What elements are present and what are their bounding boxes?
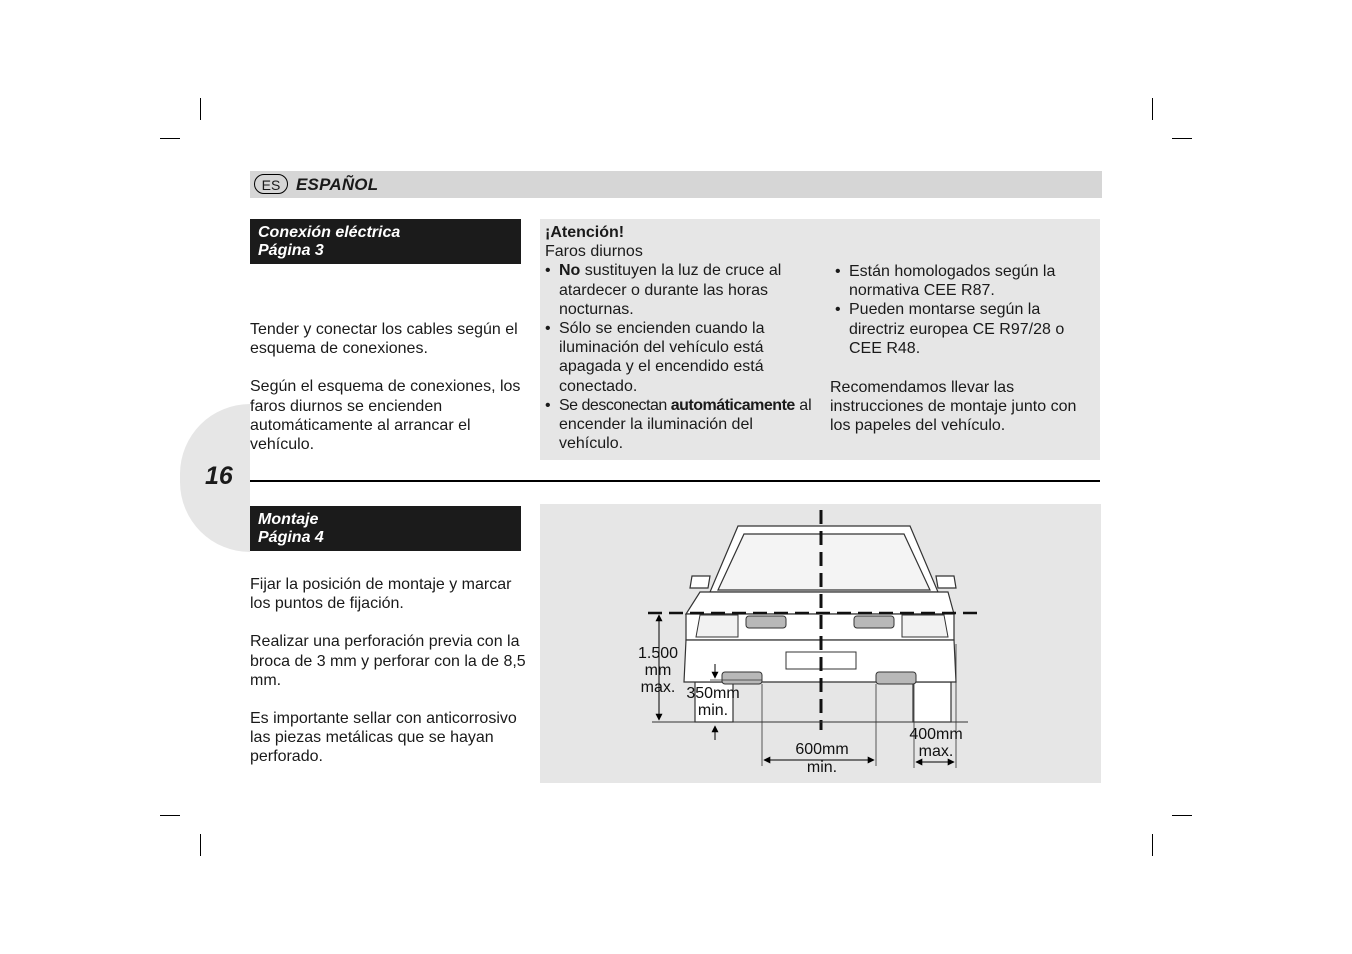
heading-line: Página 4 — [258, 529, 324, 546]
paragraph: Realizar una perforación previa con la broca de 3 mm y perforar con la de 8,5 mm. — [250, 633, 526, 689]
attention-title: ¡Atención! — [545, 224, 625, 241]
heading-line: Montaje — [258, 511, 319, 528]
spacing-label-line1: 600mm — [795, 741, 849, 758]
paragraph: Tender y conectar los cables según el esquema de conexiones. — [250, 321, 518, 358]
crop-mark — [1172, 815, 1192, 816]
connection-text — [250, 320, 526, 454]
language-title: ESPAÑOL — [296, 175, 379, 194]
attention-list-left — [545, 261, 813, 453]
section-heading-mounting — [250, 506, 521, 551]
crop-mark — [1152, 834, 1153, 856]
list-item — [545, 261, 813, 319]
paragraph: Es importante sellar con anticorrosivo las piezas metálicas que se hayan perforado. — [250, 710, 517, 766]
section-heading-connection — [250, 219, 521, 264]
heading-line: Página 3 — [258, 242, 324, 259]
paragraph: Fijar la posición de montaje y marcar los puntos de fijación. — [250, 576, 512, 613]
edge-label-line2: max. — [918, 743, 954, 760]
attention-subtitle: Faros diurnos — [545, 243, 643, 261]
height-label-line3: max. — [640, 679, 676, 696]
crop-mark — [160, 815, 180, 816]
spacing-label-line2: min. — [806, 759, 838, 776]
language-code-badge: ES — [254, 174, 288, 194]
mounting-text — [250, 575, 526, 767]
list-item: • Están homologados según la normativa CEE R87. — [835, 262, 1095, 300]
item-text: Sólo se encienden cuando la iluminación del vehículo está apagada y el encendido está conectado. — [559, 320, 765, 395]
windshield — [718, 534, 930, 590]
edge-label-line1: 400mm — [909, 726, 963, 743]
list-item — [545, 396, 813, 454]
height-label-line2: mm — [644, 662, 672, 679]
attention-left-column — [545, 223, 813, 453]
min-height-label-line2: min. — [697, 702, 729, 719]
section-divider — [250, 480, 1100, 482]
crop-mark — [1152, 98, 1153, 120]
list-item — [545, 319, 813, 396]
attention-list-right — [835, 262, 1095, 358]
crop-mark — [1172, 138, 1192, 139]
attention-note: Recomendamos llevar las instrucciones de montaje junto con los papeles del vehículo. — [830, 379, 1077, 435]
attention-right-column — [835, 262, 1095, 358]
list-item: • Pueden montarse según la directriz europea CE R97/28 o CEE R48. — [835, 300, 1095, 358]
heading-line: Conexión eléctrica — [258, 224, 401, 241]
height-label-line1: 1.500 — [637, 645, 679, 662]
crop-mark — [160, 138, 180, 139]
right-mirror — [936, 576, 956, 588]
crop-mark — [200, 98, 201, 120]
crop-mark — [200, 834, 201, 856]
emphasis: automáticamente — [670, 396, 795, 414]
left-mirror — [690, 576, 710, 588]
paragraph: Según el esquema de conexiones, los faros diurnos se encienden automáticamente al arrancar el vehículo. — [250, 378, 521, 454]
mounting-diagram — [540, 504, 1101, 783]
item-text: al encender la iluminación del vehículo. — [559, 396, 812, 453]
item-text: Se desconectan — [559, 396, 671, 414]
min-height-label-line1: 350mm — [686, 685, 740, 702]
item-text: sustituyen la luz de cruce al atardecer o durante las horas nocturnas. — [559, 262, 782, 318]
emphasis: No — [559, 262, 581, 280]
right-wheel — [913, 682, 951, 722]
page-number: 16 — [205, 462, 233, 490]
